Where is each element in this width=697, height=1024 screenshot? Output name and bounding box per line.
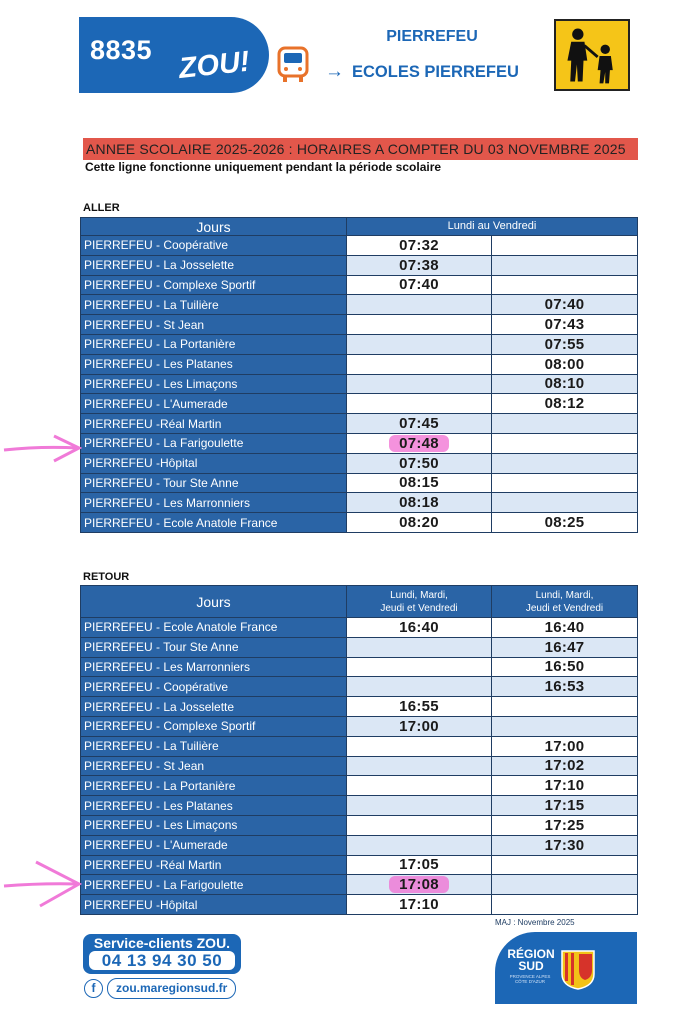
stop-name: PIERREFEU -Hôpital (81, 453, 347, 473)
departure-time: 08:15 (347, 473, 492, 493)
service-clients-box (83, 934, 241, 974)
stop-name: PIERREFEU - Ecole Anatole France (81, 513, 347, 533)
stop-name: PIERREFEU - Complexe Sportif (81, 275, 347, 295)
departure-time (492, 255, 638, 275)
table-row (81, 334, 638, 354)
banner-text: ANNEE SCOLAIRE 2025-2026 : HORAIRES A COMPTER DU 03 NOVEMBRE 2025 (86, 141, 626, 157)
pink-arrow-icon (2, 858, 82, 910)
days-header-col2-line1: Lundi, Mardi, (535, 589, 594, 601)
departure-time (347, 334, 492, 354)
table-row (81, 394, 638, 414)
table-row (81, 677, 638, 697)
departure-time (347, 796, 492, 816)
stop-name: PIERREFEU - La Tuilière (81, 736, 347, 756)
school-year-banner (83, 138, 638, 160)
table-row (81, 295, 638, 315)
stop-name: PIERREFEU -Réal Martin (81, 855, 347, 875)
departure-time: 16:50 (492, 657, 638, 677)
departure-time: 07:55 (492, 334, 638, 354)
table-row (81, 493, 638, 513)
school-children-sign-icon (554, 19, 630, 91)
table-row (81, 697, 638, 717)
highlighted-time: 17:08 (389, 876, 449, 893)
service-notice: Cette ligne fonctionne uniquement pendant la période scolaire (85, 160, 442, 174)
table-row (81, 716, 638, 736)
stop-name: PIERREFEU - L'Aumerade (81, 394, 347, 414)
departure-time: 08:00 (492, 354, 638, 374)
departure-time (347, 374, 492, 394)
region-title (503, 948, 559, 972)
table-row (81, 875, 638, 895)
region-shield-icon (561, 950, 595, 990)
departure-time (347, 433, 492, 453)
table-row (81, 736, 638, 756)
departure-time (347, 354, 492, 374)
region-sud-logo (495, 932, 637, 1004)
departure-time: 08:25 (492, 513, 638, 533)
stop-name: PIERREFEU - La Farigoulette (81, 433, 347, 453)
table-row (81, 275, 638, 295)
website-link[interactable]: zou.maregionsud.fr (107, 978, 236, 999)
departure-time: 17:25 (492, 815, 638, 835)
stop-name: PIERREFEU - Ecole Anatole France (81, 618, 347, 638)
departure-time: 16:40 (492, 618, 638, 638)
departure-time: 17:00 (492, 736, 638, 756)
table-row (81, 835, 638, 855)
table-row (81, 756, 638, 776)
days-header-col1-line2: Jeudi et Vendredi (380, 602, 458, 614)
aller-label: ALLER (83, 202, 120, 214)
table-row (81, 796, 638, 816)
service-title: Service-clients ZOU. (93, 935, 231, 951)
stop-name: PIERREFEU -Hôpital (81, 895, 347, 915)
aller-timetable (80, 217, 638, 533)
table-row (81, 453, 638, 473)
departure-time: 17:15 (492, 796, 638, 816)
departure-time: 17:05 (347, 855, 492, 875)
departure-time: 08:20 (347, 513, 492, 533)
departure-time: 08:18 (347, 493, 492, 513)
departure-time: 08:10 (492, 374, 638, 394)
departure-time: 17:00 (347, 716, 492, 736)
departure-time (492, 875, 638, 895)
stop-name: PIERREFEU - La Tuilière (81, 295, 347, 315)
departure-time (347, 657, 492, 677)
stop-name: PIERREFEU - La Portanière (81, 334, 347, 354)
table-row (81, 855, 638, 875)
pink-arrow-icon (2, 432, 82, 464)
departure-time: 16:53 (492, 677, 638, 697)
departure-time (347, 736, 492, 756)
region-subtitle: PROVENCE ALPES CÔTE D'AZUR (509, 974, 551, 984)
line-number: 8835 (90, 35, 153, 65)
update-date: MAJ : Novembre 2025 (495, 918, 575, 927)
stop-name: PIERREFEU - L'Aumerade (81, 835, 347, 855)
departure-time: 17:30 (492, 835, 638, 855)
departure-time: 17:10 (492, 776, 638, 796)
departure-time (347, 295, 492, 315)
departure-time (492, 697, 638, 717)
bus-icon (276, 46, 310, 84)
stop-name: PIERREFEU - St Jean (81, 756, 347, 776)
stop-name: PIERREFEU - La Farigoulette (81, 875, 347, 895)
departure-time (347, 835, 492, 855)
days-header-col1-line1: Lundi, Mardi, (390, 589, 448, 601)
stop-name: PIERREFEU - Coopérative (81, 236, 347, 256)
departure-time (492, 414, 638, 434)
region-title-line2: SUD (518, 959, 544, 973)
retour-timetable (80, 585, 638, 915)
departure-time (347, 677, 492, 697)
departure-time: 16:47 (492, 637, 638, 657)
stop-name: PIERREFEU - Tour Ste Anne (81, 473, 347, 493)
departure-time (492, 716, 638, 736)
days-header: Lundi au Vendredi (347, 218, 638, 236)
departure-time (492, 895, 638, 915)
departure-time: 07:40 (347, 275, 492, 295)
departure-time (347, 776, 492, 796)
departure-time (492, 275, 638, 295)
stop-name: PIERREFEU -Réal Martin (81, 414, 347, 434)
facebook-icon[interactable]: f (84, 979, 103, 998)
table-row (81, 354, 638, 374)
table-row (81, 776, 638, 796)
table-row (81, 374, 638, 394)
departure-time (347, 815, 492, 835)
table-row (81, 513, 638, 533)
table-row (81, 637, 638, 657)
stop-name: PIERREFEU - Les Limaçons (81, 815, 347, 835)
departure-time: 07:45 (347, 414, 492, 434)
departure-time: 16:40 (347, 618, 492, 638)
brand-name: ZOU! (177, 45, 252, 85)
stop-name: PIERREFEU - La Josselette (81, 697, 347, 717)
table-row (81, 315, 638, 335)
days-header-col1 (347, 586, 492, 618)
stop-name: PIERREFEU - La Josselette (81, 255, 347, 275)
aller-header-row (81, 218, 638, 236)
destination-label: ECOLES PIERREFEU (352, 63, 519, 81)
departure-time (492, 473, 638, 493)
departure-time: 16:55 (347, 697, 492, 717)
departure-time: 17:02 (492, 756, 638, 776)
table-row (81, 236, 638, 256)
departure-time: 08:12 (492, 394, 638, 414)
retour-header-row (81, 586, 638, 618)
zou-brand-logo (79, 17, 269, 93)
stop-name: PIERREFEU - La Portanière (81, 776, 347, 796)
days-header-col2-line2: Jeudi et Vendredi (525, 602, 604, 614)
departure-time (347, 637, 492, 657)
table-row (81, 618, 638, 638)
departure-time (347, 756, 492, 776)
stop-name: PIERREFEU - Complexe Sportif (81, 716, 347, 736)
jours-header: Jours (81, 586, 347, 618)
stop-name: PIERREFEU - Les Limaçons (81, 374, 347, 394)
departure-time (492, 855, 638, 875)
highlighted-time: 07:48 (389, 435, 449, 452)
departure-time: 07:38 (347, 255, 492, 275)
stop-name: PIERREFEU - Les Marronniers (81, 493, 347, 513)
departure-time: 17:10 (347, 895, 492, 915)
days-header-col2 (492, 586, 638, 618)
origin-label: PIERREFEU (386, 28, 478, 45)
departure-time (347, 875, 492, 895)
table-row (81, 255, 638, 275)
departure-time: 07:43 (492, 315, 638, 335)
table-row (81, 657, 638, 677)
service-phone[interactable]: 04 13 94 30 50 (89, 951, 235, 970)
arrow-right-icon: → (325, 61, 344, 82)
departure-time (347, 315, 492, 335)
departure-time (492, 453, 638, 473)
departure-time (492, 433, 638, 453)
departure-time (347, 394, 492, 414)
table-row (81, 895, 638, 915)
departure-time (492, 236, 638, 256)
table-row (81, 815, 638, 835)
stop-name: PIERREFEU - Les Platanes (81, 354, 347, 374)
jours-header: Jours (81, 218, 347, 236)
departure-time: 07:50 (347, 453, 492, 473)
stop-name: PIERREFEU - Tour Ste Anne (81, 637, 347, 657)
table-row (81, 473, 638, 493)
stop-name: PIERREFEU - Coopérative (81, 677, 347, 697)
departure-time (492, 493, 638, 513)
stop-name: PIERREFEU - Les Platanes (81, 796, 347, 816)
departure-time: 07:32 (347, 236, 492, 256)
table-row (81, 433, 638, 453)
stop-name: PIERREFEU - Les Marronniers (81, 657, 347, 677)
stop-name: PIERREFEU - St Jean (81, 315, 347, 335)
retour-label: RETOUR (83, 571, 130, 583)
region-title-line1: RÉGION (507, 947, 555, 961)
departure-time: 07:40 (492, 295, 638, 315)
table-row (81, 414, 638, 434)
